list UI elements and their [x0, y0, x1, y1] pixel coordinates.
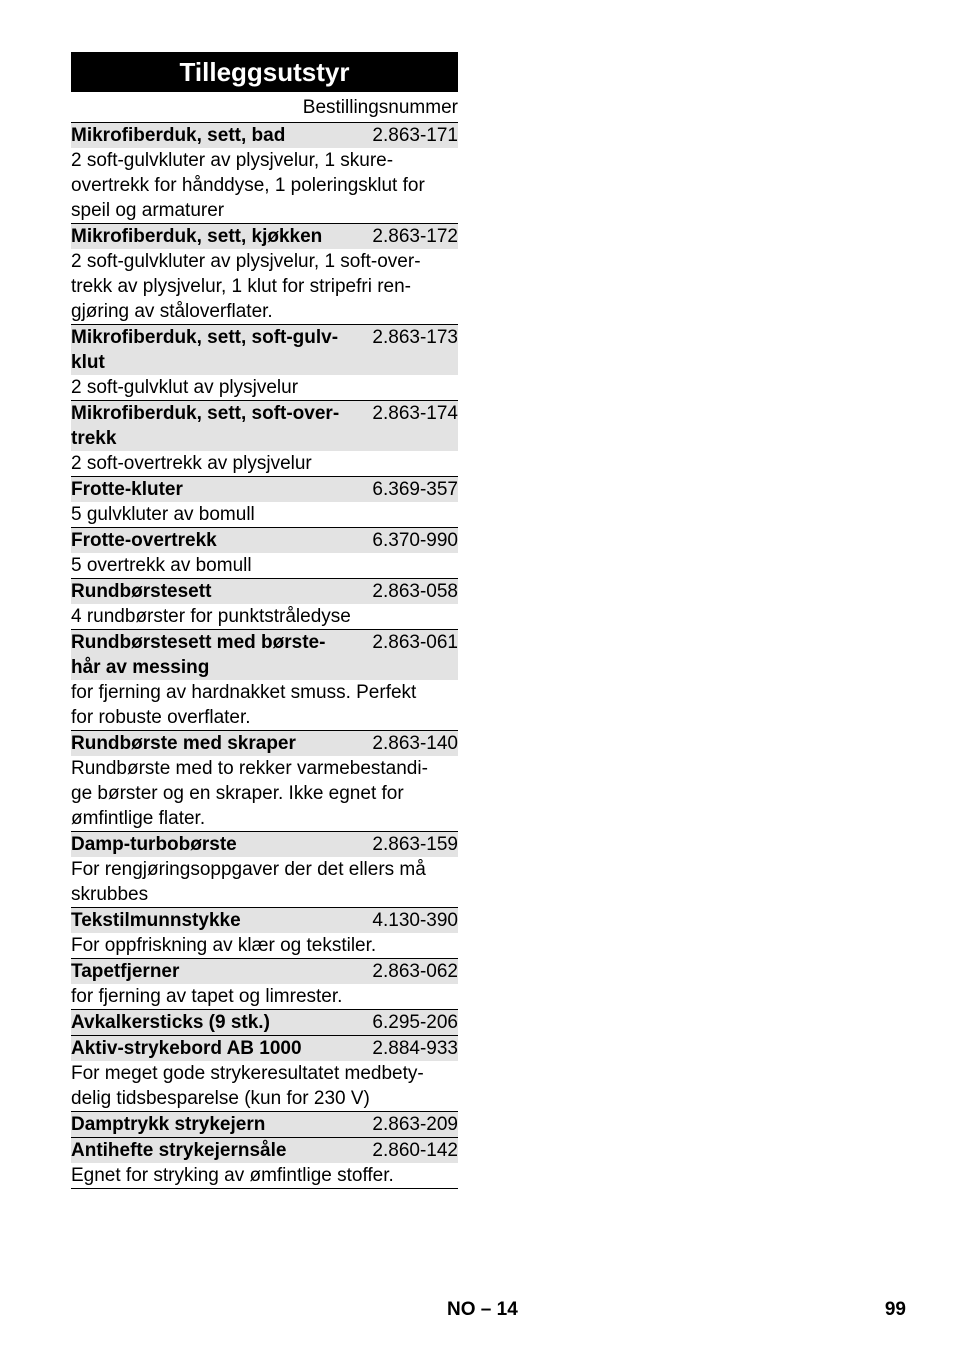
item-order-number: 4.130-390 [372, 910, 458, 931]
item-order-number: 2.863-173 [372, 327, 458, 348]
item-name: Mikrofiberduk, sett, soft-over- trekk [71, 403, 340, 449]
item-name: Tekstilmunnstykke [71, 910, 241, 931]
item-order-number: 2.863-171 [372, 125, 458, 146]
item-header [71, 730, 458, 756]
item-description: 5 overtrekk av bomull [71, 555, 252, 576]
item-order-number: 6.370-990 [372, 530, 458, 551]
item-header [71, 907, 458, 933]
item-header [71, 1137, 458, 1163]
item-order-number: 2.863-159 [372, 834, 458, 855]
item-description: 2 soft-gulvklut av plysjvelur [71, 377, 299, 398]
section-title: Tilleggsutstyr [71, 52, 458, 92]
item-header [71, 1111, 458, 1137]
item-name: Rundbørstesett med børste- hår av messing [71, 632, 326, 678]
item-header [71, 223, 458, 249]
item-header [71, 629, 458, 680]
order-number-header: Bestillingsnummer [302, 97, 458, 118]
item-header [71, 400, 458, 451]
item-order-number: 2.884-933 [372, 1038, 458, 1059]
item-name: Damptrykk strykejern [71, 1114, 266, 1135]
item-description: 2 soft-overtrekk av plysjvelur [71, 453, 312, 474]
item-order-number: 2.863-061 [372, 632, 458, 653]
item-description: 2 soft-gulvkluter av plysjvelur, 1 skure- overtrekk for hånddyse, 1 poleringsklut for speil og armaturer [71, 150, 425, 221]
item-order-number: 2.863-140 [372, 733, 458, 754]
item-order-number: 2.863-174 [372, 403, 458, 424]
item-name: Mikrofiberduk, sett, bad [71, 125, 286, 146]
list-end-rule [71, 1188, 458, 1189]
item-order-number: 2.863-172 [372, 226, 458, 247]
item-description: for fjerning av hardnakket smuss. Perfekt for robuste overflater. [71, 682, 417, 728]
item-name: Frotte-overtrekk [71, 530, 217, 551]
item-name: Rundbørstesett [71, 581, 212, 602]
item-order-number: 2.860-142 [372, 1140, 458, 1161]
footer-doc-label: NO – 14 [447, 1299, 518, 1320]
item-name: Mikrofiberduk, sett, soft-gulv- klut [71, 327, 339, 373]
item-header [71, 527, 458, 553]
item-description: For oppfriskning av klær og tekstiler. [71, 935, 377, 956]
item-description: for fjerning av tapet og limrester. [71, 986, 343, 1007]
item-name: Damp-turbobørste [71, 834, 237, 855]
item-header [71, 476, 458, 502]
item-description: For meget gode strykeresultatet medbety- delig tidsbesparelse (kun for 230 V) [71, 1063, 424, 1109]
item-description: Egnet for stryking av ømfintlige stoffer. [71, 1165, 394, 1186]
item-header [71, 1035, 458, 1061]
item-header [71, 578, 458, 604]
item-description: Rundbørste med to rekker varmebestandi- ge børster og en skraper. Ikke egnet for ømfintlige flater. [71, 758, 428, 829]
item-name: Mikrofiberduk, sett, kjøkken [71, 226, 323, 247]
item-description: 4 rundbørster for punktstråledyse [71, 606, 351, 627]
item-header [71, 958, 458, 984]
footer-page-number: 99 [884, 1299, 906, 1320]
accessory-list [71, 122, 458, 1188]
accessories-section [71, 52, 458, 1189]
item-header [71, 324, 458, 375]
item-order-number: 2.863-058 [372, 581, 458, 602]
item-name: Aktiv-strykebord AB 1000 [71, 1038, 302, 1059]
item-order-number: 6.295-206 [372, 1012, 458, 1033]
item-name: Frotte-kluter [71, 479, 183, 500]
item-name: Avkalkersticks (9 stk.) [71, 1012, 270, 1033]
item-order-number: 6.369-357 [372, 479, 458, 500]
item-header [71, 122, 458, 148]
item-name: Tapetfjerner [71, 961, 180, 982]
item-header [71, 831, 458, 857]
item-description: For rengjøringsoppgaver der det ellers må skrubbes [71, 859, 426, 905]
item-order-number: 2.863-062 [372, 961, 458, 982]
item-order-number: 2.863-209 [372, 1114, 458, 1135]
item-description: 2 soft-gulvkluter av plysjvelur, 1 soft-over- trekk av plysjvelur, 1 klut for stripefri ren- gjøring av ståloverflater. [71, 251, 421, 322]
item-header [71, 1009, 458, 1035]
item-name: Antihefte strykejernsåle [71, 1140, 287, 1161]
item-description: 5 gulvkluter av bomull [71, 504, 255, 525]
item-name: Rundbørste med skraper [71, 733, 296, 754]
